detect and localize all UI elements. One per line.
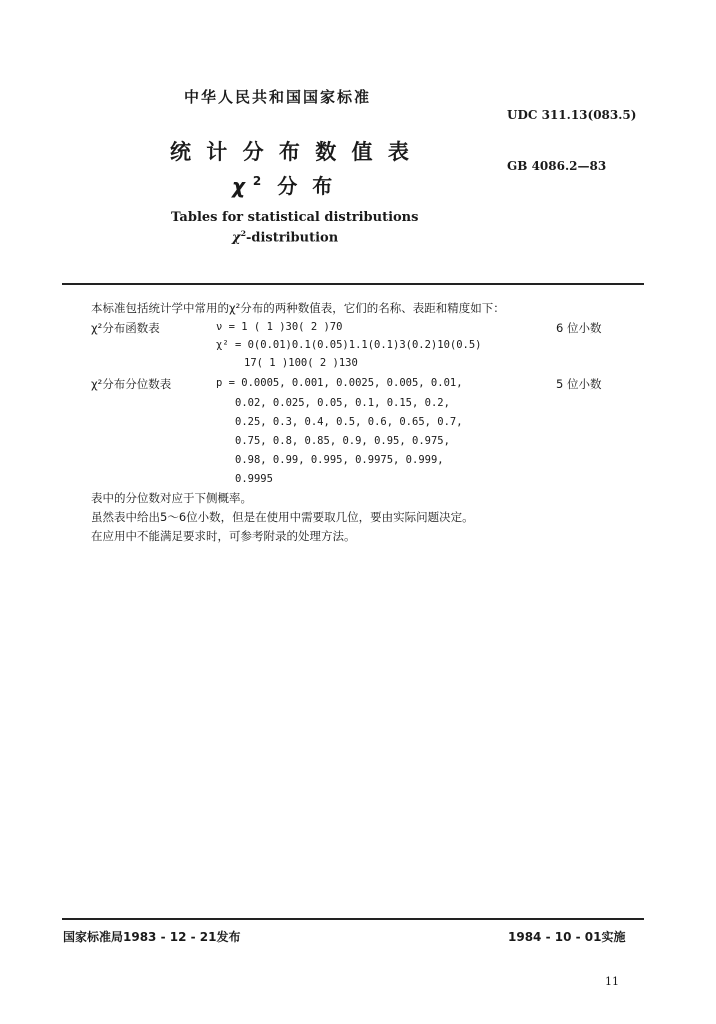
table1-chi-range: χ² = 0(0.01)0.1(0.05)1.1(0.1)3(0.2)10(0.5): [216, 339, 482, 351]
note-lower-tail: 表中的分位数对应于下侧概率。: [91, 491, 252, 505]
table2-p-values-6: 0.9995: [235, 473, 273, 485]
table1-precision: 6 位小数: [556, 321, 602, 335]
effective-date: 1984 - 10 - 01实施: [508, 930, 626, 944]
chi-symbol: χ: [232, 174, 245, 198]
table2-p-values-2: 0.02, 0.025, 0.05, 0.1, 0.15, 0.2,: [235, 397, 450, 409]
page-number: 11: [605, 975, 619, 988]
table2-p-values-4: 0.75, 0.8, 0.85, 0.9, 0.95, 0.975,: [235, 435, 450, 447]
udc-code: UDC 311.13(083.5): [507, 108, 637, 122]
english-subtitle: [232, 229, 338, 245]
table1-chi-range-cont: 17( 1 )100( 2 )130: [244, 357, 358, 369]
note-decimal-places: 虽然表中给出5～6位小数，但是在使用中需要取几位，要由实际问题决定。: [91, 510, 474, 524]
footer-divider: [62, 918, 644, 920]
subtitle-text: 分 布: [277, 174, 337, 198]
table2-p-values-3: 0.25, 0.3, 0.4, 0.5, 0.6, 0.65, 0.7,: [235, 416, 463, 428]
table2-precision: 5 位小数: [556, 377, 602, 391]
header-divider: [62, 283, 644, 285]
chi-superscript: 2: [252, 174, 262, 189]
subtitle-en-text: -distribution: [246, 230, 339, 246]
gb-number: GB 4086.2—83: [507, 159, 607, 173]
document-title: 统 计 分 布 数 值 表: [170, 140, 413, 164]
issuing-org: 中华人民共和国国家标准: [184, 88, 372, 106]
table1-nu-range: ν = 1 ( 1 )30( 2 )70: [216, 321, 343, 333]
note-appendix: 在应用中不能满足要求时，可参考附录的处理方法。: [91, 529, 356, 543]
chi-superscript-en: 2: [240, 229, 246, 238]
table1-name: χ²分布函数表: [91, 321, 160, 335]
table2-p-values-5: 0.98, 0.99, 0.995, 0.9975, 0.999,: [235, 454, 444, 466]
intro-paragraph: 本标准包括统计学中常用的χ²分布的两种数值表，它们的名称、表距和精度如下：: [91, 301, 505, 315]
table2-p-values-1: p = 0.0005, 0.001, 0.0025, 0.005, 0.01,: [216, 377, 463, 389]
chi-symbol-en: χ: [232, 230, 241, 246]
english-title: Tables for statistical distributions: [171, 210, 419, 225]
issue-date: 国家标准局1983 - 12 - 21发布: [63, 930, 241, 944]
document-subtitle: [232, 170, 336, 199]
table2-name: χ²分布分位数表: [91, 377, 172, 391]
